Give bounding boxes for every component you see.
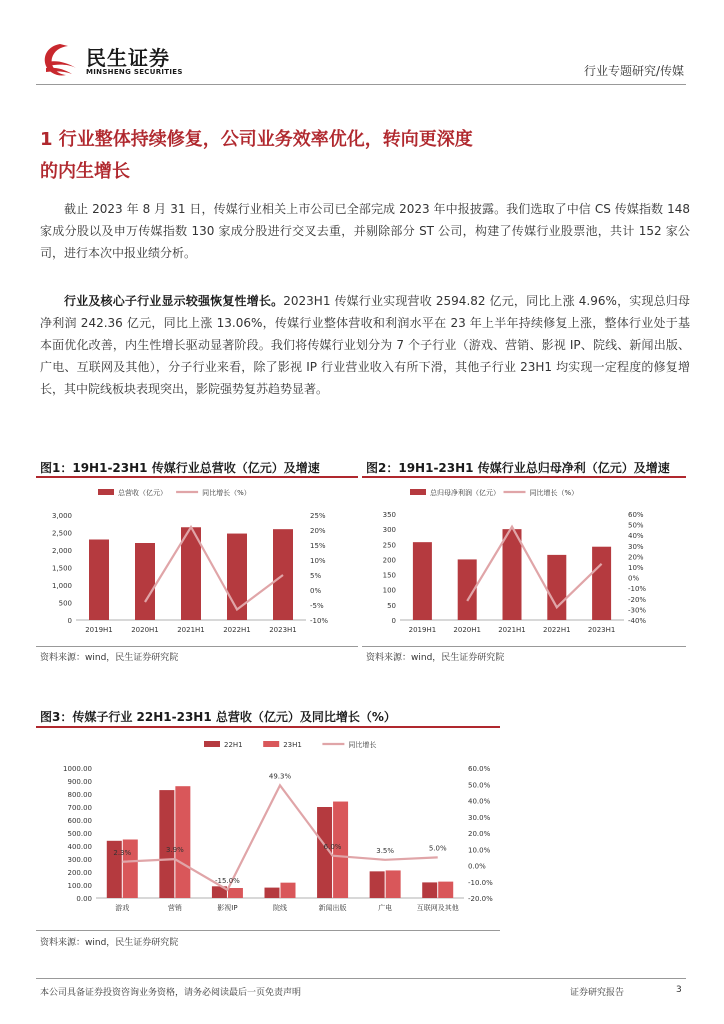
x-tick-label: 影视IP <box>217 904 238 912</box>
bar <box>370 871 385 898</box>
y-right-tick-label: -5% <box>310 602 324 610</box>
logo-text: 民生证券 <box>86 46 170 70</box>
y-left-tick-label: 300.00 <box>67 856 92 864</box>
y-left-tick-label: 100 <box>382 586 396 595</box>
x-tick-label: 广电 <box>378 904 393 912</box>
legend-label: 同比增长（%） <box>202 489 251 497</box>
x-tick-label: 2020H1 <box>131 626 159 634</box>
y-left-tick-label: 700.00 <box>67 804 92 812</box>
page-number: 3 <box>676 985 682 995</box>
y-left-tick-label: 50 <box>387 601 396 610</box>
legend-swatch <box>204 741 220 747</box>
x-tick-label: 2020H1 <box>453 626 481 634</box>
y-left-tick-label: 150 <box>382 571 396 580</box>
header-divider <box>36 84 686 85</box>
paragraph-1-text: 截止 2023 年 8 月 31 日，传媒行业相关上市公司已全部完成 2023 年中报披露。我们选取了中信 CS 传媒指数 148 家成分股以及申万传媒指数 130 家成分股进行交叉去重，并剔除部分 ST 公司，构建了传媒行业股票池，共计 152 家公司，进行本次中报业绩分析。 <box>40 202 690 260</box>
report-category: 行业专题研究/传媒 <box>583 64 684 78</box>
y-left-tick-label: 500 <box>58 599 72 608</box>
x-tick-label: 2019H1 <box>85 626 113 634</box>
y-left-tick-label: 800.00 <box>67 791 92 799</box>
x-tick-label: 2021H1 <box>177 626 205 634</box>
minsheng-logo-icon <box>40 42 80 78</box>
bar <box>89 540 109 621</box>
y-right-tick-label: -20.0% <box>468 895 493 903</box>
data-label: 3.5% <box>376 846 395 855</box>
y-right-tick-label: 20% <box>628 553 644 562</box>
footer-divider <box>36 978 686 979</box>
y-right-tick-label: 60% <box>628 511 644 519</box>
y-right-tick-label: -30% <box>628 606 647 615</box>
y-right-tick-label: 0% <box>310 587 322 595</box>
y-right-tick-label: 40.0% <box>468 797 491 806</box>
y-right-tick-label: 10% <box>628 564 644 572</box>
legend-label: 同比增长（%） <box>529 489 579 497</box>
figure-1-bottom-rule <box>36 646 358 647</box>
legend-swatch <box>98 489 114 495</box>
y-right-tick-label: 15% <box>310 542 326 550</box>
bar <box>386 870 401 898</box>
y-left-tick-label: 1,000 <box>51 582 72 590</box>
y-right-tick-label: 25% <box>310 512 326 520</box>
x-tick-label: 互联网及其他 <box>416 904 459 912</box>
y-right-tick-label: -20% <box>628 595 647 604</box>
bar <box>281 883 296 898</box>
y-left-tick-label: 250 <box>382 541 396 550</box>
legend-swatch <box>263 741 279 747</box>
y-right-tick-label: 50.0% <box>468 781 491 790</box>
x-tick-label: 2021H1 <box>498 626 526 634</box>
bar <box>228 888 243 898</box>
y-left-tick-label: 0 <box>391 617 396 625</box>
x-tick-label: 游戏 <box>115 904 130 912</box>
figure-1-title: 图1：19H1-23H1 传媒行业总营收（亿元）及增速 <box>40 461 320 475</box>
bar <box>135 543 155 620</box>
y-right-tick-label: -10.0% <box>468 878 493 887</box>
footer-disclaimer: 本公司具备证券投资咨询业务资格，请务必阅读最后一页免责声明 <box>40 988 302 998</box>
y-right-tick-label: 20.0% <box>468 830 491 838</box>
paragraph-1 <box>40 198 690 264</box>
figure-2-chart <box>362 478 686 644</box>
y-left-tick-label: 300 <box>382 526 396 535</box>
bar <box>227 534 247 620</box>
bar <box>273 529 293 620</box>
y-right-tick-label: 30.0% <box>468 813 491 822</box>
figure-2-title: 图2：19H1-23H1 传媒行业总归母净利（亿元）及增速 <box>366 461 670 475</box>
y-left-tick-label: 350 <box>382 511 396 519</box>
y-right-tick-label: 20% <box>310 527 326 535</box>
y-right-tick-label: 40% <box>628 532 644 541</box>
y-right-tick-label: -10% <box>628 585 647 594</box>
x-tick-label: 2023H1 <box>269 626 297 634</box>
y-left-tick-label: 200 <box>382 556 396 565</box>
y-right-tick-label: 30% <box>628 542 644 551</box>
legend-swatch <box>410 489 426 495</box>
y-right-tick-label: 10.0% <box>468 846 491 855</box>
y-left-tick-label: 900.00 <box>67 778 92 786</box>
bar <box>547 555 566 620</box>
figure-2-bottom-rule <box>362 646 686 647</box>
y-right-tick-label: 60.0% <box>468 765 491 773</box>
figure-1-chart <box>36 478 358 644</box>
y-left-tick-label: 100.00 <box>67 882 92 890</box>
bar <box>413 542 432 620</box>
bar <box>503 529 522 620</box>
y-left-tick-label: 2,500 <box>51 529 72 538</box>
figure-2-source: 资料来源：wind，民生证券研究院 <box>366 653 505 663</box>
y-left-tick-label: 0.00 <box>76 895 92 903</box>
section-title: 1 行业整体持续修复，公司业务效率优化，转向更深度的内生增长 <box>40 129 473 182</box>
logo <box>40 42 80 82</box>
legend-label: 23H1 <box>283 741 302 749</box>
y-right-tick-label: 50% <box>628 521 644 530</box>
paragraph-2 <box>40 290 690 400</box>
y-left-tick-label: 0 <box>67 617 72 625</box>
data-label: 6.0% <box>323 842 342 851</box>
x-tick-label: 院线 <box>273 904 287 912</box>
y-left-tick-label: 600.00 <box>67 817 92 825</box>
y-left-tick-label: 3,000 <box>51 512 72 520</box>
footer-doc-type: 证券研究报告 <box>570 988 625 998</box>
y-left-tick-label: 2,000 <box>51 547 72 555</box>
y-right-tick-label: 0% <box>628 574 640 583</box>
data-label: -15.0% <box>215 876 240 885</box>
bar <box>592 547 611 620</box>
data-label: 2.3% <box>113 848 132 857</box>
x-tick-label: 2022H1 <box>543 626 571 634</box>
bar <box>265 888 280 898</box>
bar <box>175 786 190 898</box>
data-label: 3.9% <box>165 846 184 855</box>
bar <box>422 882 437 898</box>
paragraph-2-lead: 行业及核心子行业显示较强恢复性增长。 <box>64 294 284 308</box>
logo-subtext: MINSHENG SECURITIES <box>86 68 183 76</box>
legend-label: 总营收（亿元） <box>118 489 167 497</box>
x-tick-label: 营销 <box>167 904 182 912</box>
x-tick-label: 2022H1 <box>223 626 251 634</box>
bar <box>438 882 453 898</box>
y-left-tick-label: 500.00 <box>67 830 92 838</box>
y-left-tick-label: 200.00 <box>67 869 92 877</box>
y-left-tick-label: 1000.00 <box>63 765 92 773</box>
y-right-tick-label: -40% <box>628 617 647 625</box>
legend-label: 同比增长 <box>348 741 377 749</box>
data-label: 49.3% <box>268 772 292 781</box>
legend-label: 22H1 <box>224 741 243 749</box>
data-label: 5.0% <box>428 844 447 853</box>
figure-3-source: 资料来源：wind，民生证券研究院 <box>40 938 179 948</box>
growth-line <box>467 527 601 608</box>
y-right-tick-label: 0.0% <box>468 862 486 871</box>
figure-3-chart <box>36 728 500 928</box>
figure-3-title: 图3：传媒子行业 22H1-23H1 总营收（亿元）及同比增长（%） <box>40 710 396 724</box>
y-left-tick-label: 1,500 <box>51 564 72 573</box>
figure-1-source: 资料来源：wind，民生证券研究院 <box>40 653 179 663</box>
bar <box>159 790 174 898</box>
growth-line <box>145 527 283 610</box>
y-right-tick-label: 5% <box>310 572 322 580</box>
x-tick-label: 新闻出版 <box>318 904 347 912</box>
paragraph-2-text: 2023H1 传媒行业实现营收 2594.82 亿元，同比上涨 4.96%，实现总归母净利润 242.36 亿元，同比上涨 13.06%，传媒行业整体营收和利润水平在 23 年上半年持续修复上涨，整体行业处于基本面优化改善，内生性增长驱动显著阶段。我们将传媒行业划分为 7 个子行业（游戏、营销、影视 IP、院线、新闻出版、广电、互联网及其他），分子行业来看，除了影视 IP 行业营业收入有所下滑，其他子行业 23H1 均实现一定程度的修复增长，其中院线板块表现突出，影院强势复苏趋势显著。 <box>40 294 690 396</box>
legend-label: 总归母净利润（亿元） <box>430 489 500 497</box>
x-tick-label: 2023H1 <box>587 626 616 634</box>
y-right-tick-label: 10% <box>310 557 326 565</box>
y-left-tick-label: 400.00 <box>67 843 92 851</box>
x-tick-label: 2019H1 <box>408 626 437 634</box>
figure-3-bottom-rule <box>36 930 500 931</box>
y-right-tick-label: -10% <box>310 617 329 625</box>
